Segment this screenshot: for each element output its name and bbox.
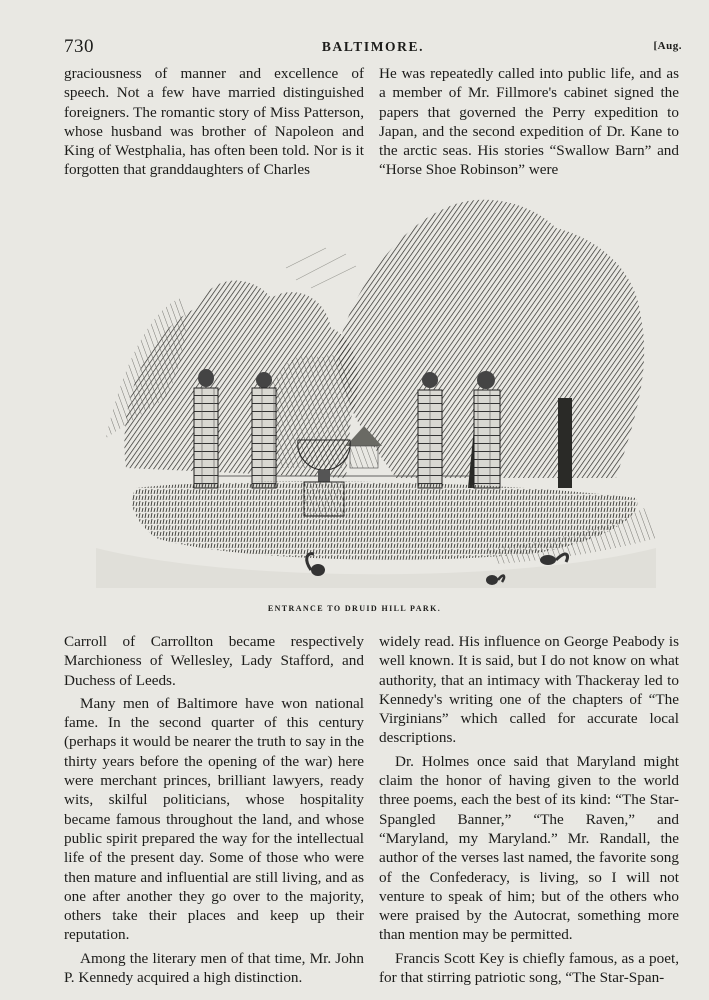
paragraph: He was repeatedly called into public life, and as a member of Mr. Fillmore's cabinet signed the papers that governed the Perry expedition to Japan, and the second expedition of Dr. Kane to the arctic seas. His stories “Swallow Barn” and “Horse Shoe Robinson” were: [379, 65, 679, 179]
paragraph: graciousness of manner and excellence of speech. Not a few have married distinguished foreigners. The romantic story of Miss Patterson, whose husband was brother of Napoleon and King of Westphalia, has often been told. Nor is it forgotten that granddaughters of Charles: [64, 65, 364, 179]
paragraph: widely read. His influence on George Peabody is well known. It is said, but I do not know on what authority, that an intimacy with Thackeray led to Kennedy's writing one of the chapters of “The Virginians” which called for accurate local descriptions.: [379, 633, 679, 747]
running-title: BALTIMORE.: [321, 39, 425, 54]
date-mark: [Aug.: [653, 40, 682, 52]
paragraph: Among the literary men of that time, Mr. John P. Kennedy acquired a high distinction.: [64, 949, 364, 987]
column-bottom-right: [379, 632, 679, 987]
pillar: [252, 372, 276, 488]
lawn: [96, 481, 656, 588]
paragraph: Carroll of Carrollton became respectively Marchioness of Wellesley, Lady Stafford, and Duchess of Leeds.: [64, 633, 364, 689]
column-bottom-left: [64, 632, 364, 987]
page-number: 730: [64, 36, 94, 57]
paragraph: Francis Scott Key is chiefly famous, as a poet, for that stirring patriotic song, “The Star-Span-: [379, 949, 679, 987]
paragraph: Dr. Holmes once said that Maryland might claim the honor of having given to the world three poems, each the best of its kind: “The Star-Spangled Banner,” “The Raven,” and “Maryland, my Maryland.” Mr. Randall, the author of the verses last named, the favorite song of the Confederacy, is living, so I will not venture to speak of him; but of the others who were praised by the Autocrat, something more than mention may be permitted.: [379, 752, 679, 944]
column-top-right: [379, 64, 679, 180]
paragraph: Many men of Baltimore have won national fame. In the second quarter of this century (perhaps it would be nearer the truth to say in the thirty years before the opening of the war) here were merchant princes, brilliant lawyers, ready wits, skilful politicians, whose hospitality became famous throughout the land, and whose public spirit prepared the way for the intellectual life of the present day. Some of those who were then mature and influential are still living, and as one after another they go over to the majority, others take their places and keep up their reputation.: [64, 694, 364, 944]
running-header: [64, 36, 682, 58]
figure-caption: ENTRANCE TO DRUID HILL PARK.: [267, 604, 442, 613]
sky-hatching: [286, 248, 356, 288]
column-top-left: [64, 64, 364, 180]
druid-hill-park-engraving: [96, 188, 656, 598]
